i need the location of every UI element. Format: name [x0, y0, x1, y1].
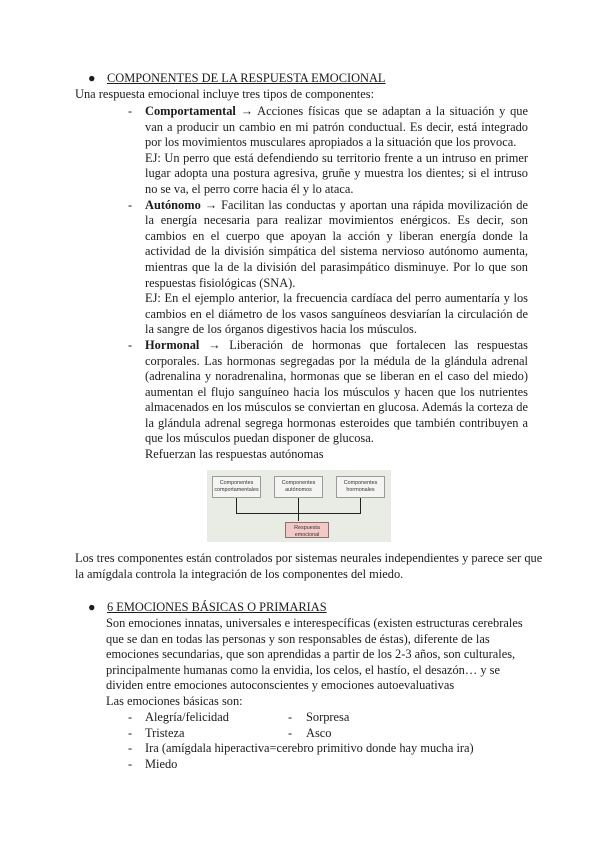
arrow-icon: → — [204, 197, 218, 212]
emotion-label: Sorpresa — [306, 710, 350, 724]
bullet-icon: ● — [88, 600, 96, 614]
item-term: Comportamental — [145, 104, 236, 118]
bullet-icon: ● — [88, 71, 96, 85]
section-heading-emotions — [88, 600, 327, 616]
item-example: EJ: En el ejemplo anterior, la frecuencia cardíaca del perro aumentaría y los cambios en el diámetro de los vasos sanguíneos desviarían la circulación de la sangre de los órganos digestivos hacia los músculos. — [145, 291, 528, 337]
list-item — [128, 741, 528, 757]
dash-marker: - — [128, 197, 133, 212]
diagram-box-autonomic: Componentes autónomos — [274, 476, 323, 498]
emotion-label: Ira (amígdala hiperactiva=cerebro primitivo donde hay mucha ira) — [145, 741, 474, 756]
reinforce-text: Refuerzan las respuestas autónomas — [145, 447, 324, 462]
dash-marker: - — [128, 710, 133, 724]
item-description: Liberación de hormonas que fortalecen las respuestas corporales. Las hormonas segregadas por la médula de la glándula adrenal (adrenalina y noradrenalina, hormonas que se liberan en el caso del miedo) aumentan el flujo sanguíneo hacia los músculos y hacen que los nutrientes almacenados en los músculos se conviertan en glucosa. Además la corteza de la glándula adrenal segrega hormonas esteroides que también contribuyen a que los músculos puedan disponer de glucosa. — [145, 337, 528, 446]
emotion-label: Alegría/felicidad — [145, 710, 229, 724]
emotion-label: Asco — [306, 725, 332, 740]
list-item — [128, 710, 528, 726]
dash-marker: - — [128, 741, 133, 756]
list-item-autonomo — [128, 198, 528, 338]
diagram-connector — [360, 498, 361, 513]
item-description: Facilitan las conductas y aportan una rápida movilización de la energía necesaria para realizar movimientos enérgicos. Es decir, son cambios en el cuerpo que apoyan la acción y liberan energía donde la actividad de la división simpática del sistema nervioso autónomo aumenta, mientras que la de la división del parasimpático disminuye. Por lo que son respuestas fisiológicas (SNA). — [145, 197, 528, 290]
item-body — [145, 198, 528, 292]
dash-marker: - — [128, 756, 133, 771]
item-body — [145, 104, 528, 151]
diagram-box-response: Respuesta emocional — [285, 522, 329, 538]
list-item — [128, 726, 528, 742]
list-item-comportamental — [128, 104, 528, 198]
heading-text: 6 EMOCIONES BÁSICAS O PRIMARIAS — [107, 600, 327, 614]
emotion-label: Tristeza — [145, 725, 185, 740]
emotion-label: Miedo — [145, 756, 178, 771]
section-heading-components — [88, 71, 386, 87]
item-body — [145, 338, 528, 447]
diagram-arrow — [298, 498, 299, 521]
intro-text: Una respuesta emocional incluye tres tipos de componentes: — [75, 87, 375, 101]
components-diagram — [207, 470, 391, 542]
closing-paragraph: Los tres componentes están controlados por sistemas neurales independientes y parece ser que la amígdala controla la integración de los componentes del miedo. — [75, 551, 543, 581]
emotions-list-intro: Las emociones básicas son: — [106, 694, 243, 708]
diagram-connector — [236, 498, 237, 513]
arrow-icon: → — [240, 104, 254, 118]
item-term: Hormonal — [145, 337, 200, 352]
item-term: Autónomo — [145, 197, 201, 212]
components-list — [128, 104, 528, 463]
diagram-box-hormonal: Componentes hormonales — [336, 476, 385, 498]
emotions-list — [128, 710, 528, 772]
dash-marker: - — [128, 725, 133, 740]
arrow-icon: → — [208, 337, 221, 352]
dash-marker: - — [128, 337, 133, 352]
item-example: EJ: Un perro que está defendiendo su territorio frente a un intruso en primer lugar adopta una postura agresiva, gruñe y muestra los dientes; si el intruso no se va, el perro corre hacia él y lo ataca. — [145, 150, 528, 196]
heading-text: COMPONENTES DE LA RESPUESTA EMOCIONAL — [107, 71, 386, 85]
item-description: Acciones físicas que se adaptan a la situación y que van a producir un cambio en mi patrón conductual. Es decir, está integrado por los movimientos musculares apropiados a la situación que los provoca. — [145, 104, 528, 150]
dash-marker: - — [288, 725, 293, 740]
emotions-paragraph: Son emociones innatas, universales e interespecíficas (existen estructuras cerebrales que se dan en todas las personas y son responsables de éstas), diferente de las emociones secundarias, que son aprendidas a partir de los 2-3 años, son culturales, principalmente humanas como la envidia, los celos, el hastío, el desazón… y se dividen entre emociones autoconscientes y emociones autoevaluativas — [106, 616, 523, 693]
diagram-box-behavioral: Componentes comportamentales — [212, 476, 261, 498]
dash-marker: - — [288, 710, 293, 724]
dash-marker: - — [128, 104, 133, 118]
list-item-hormonal — [128, 338, 528, 463]
list-item — [128, 757, 528, 773]
